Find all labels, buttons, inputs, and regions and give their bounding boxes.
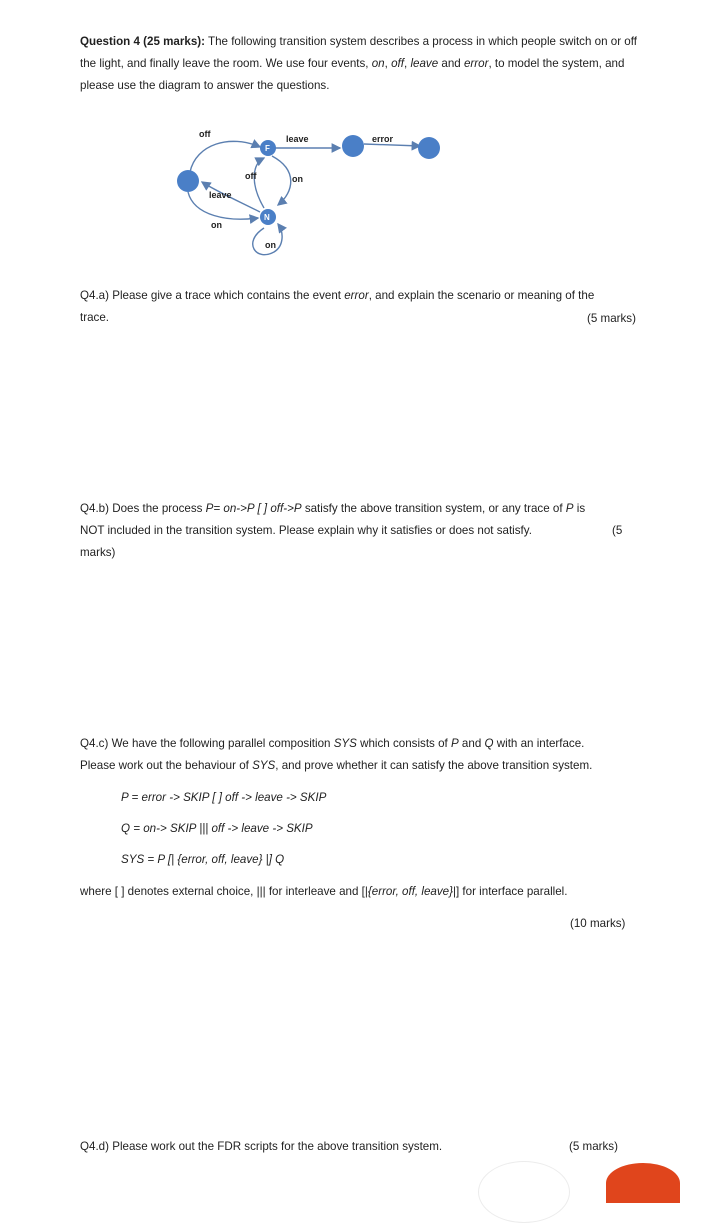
label-on-mid: on — [292, 174, 303, 184]
definition-q: Q = on-> SKIP ||| off -> leave -> SKIP — [121, 822, 313, 835]
edge-off-top — [190, 141, 260, 172]
question-4d-marks: (5 marks) — [569, 1140, 618, 1153]
q4-heading: Question 4 (25 marks): — [80, 35, 205, 48]
bottom-artifact-orange — [606, 1163, 680, 1203]
label-on-left: on — [211, 220, 222, 230]
question-4c-marks: (10 marks) — [570, 917, 626, 930]
label-error: error — [372, 134, 394, 144]
q4-intro: Question 4 (25 marks): The following transition system describes a process in which people switch on or off the light, and finally leave the room. We use four events, on, off, leave and error, to model the system, and please use the diagram to answer the questions. — [80, 35, 637, 92]
state-f-label: F — [265, 144, 270, 153]
question-4d: Q4.d) Please work out the FDR scripts for the above transition system. — [80, 1140, 443, 1153]
question-4a-marks: (5 marks) — [587, 312, 636, 325]
where-clause: where [ ] denotes external choice, ||| for interleave and [|{error, off, leave}|] for interface parallel. — [80, 885, 568, 898]
definition-sys: SYS = P [| {error, off, leave} |] Q — [121, 853, 285, 866]
edge-on-mid — [272, 156, 291, 205]
transition-system-diagram — [170, 120, 460, 260]
question-4b-marks-a: (5 — [612, 524, 623, 537]
question-4a: Q4.a) Please give a trace which contains the event error, and explain the scenario or meaning of the trace. — [80, 289, 595, 324]
edge-error — [364, 144, 420, 146]
label-leave-top: leave — [286, 134, 309, 144]
edge-off-mid — [254, 158, 264, 208]
state-final — [418, 137, 440, 159]
question-4b: Q4.b) Does the process P= on->P [ ] off->P satisfy the above transition system, or any trace of P is NOT included in the transition system. Please explain why it satisfies or does not satisfy. — [80, 502, 586, 537]
state-after-leave — [342, 135, 364, 157]
label-off-mid: off — [245, 171, 257, 181]
label-leave-left: leave — [209, 190, 232, 200]
bottom-artifact-circle — [478, 1161, 570, 1223]
label-off-top: off — [199, 129, 211, 139]
question-4b-marks-b: marks) — [80, 546, 116, 559]
definition-p: P = error -> SKIP [ ] off -> leave -> SKIP — [121, 791, 327, 804]
state-start — [177, 170, 199, 192]
question-4c: Q4.c) We have the following parallel composition SYS which consists of P and Q with an interface. Please work out the behaviour of SYS, and prove whether it can satisfy the above transition system. — [80, 737, 593, 772]
state-n-label: N — [264, 213, 270, 222]
label-on-bottom: on — [265, 240, 276, 250]
